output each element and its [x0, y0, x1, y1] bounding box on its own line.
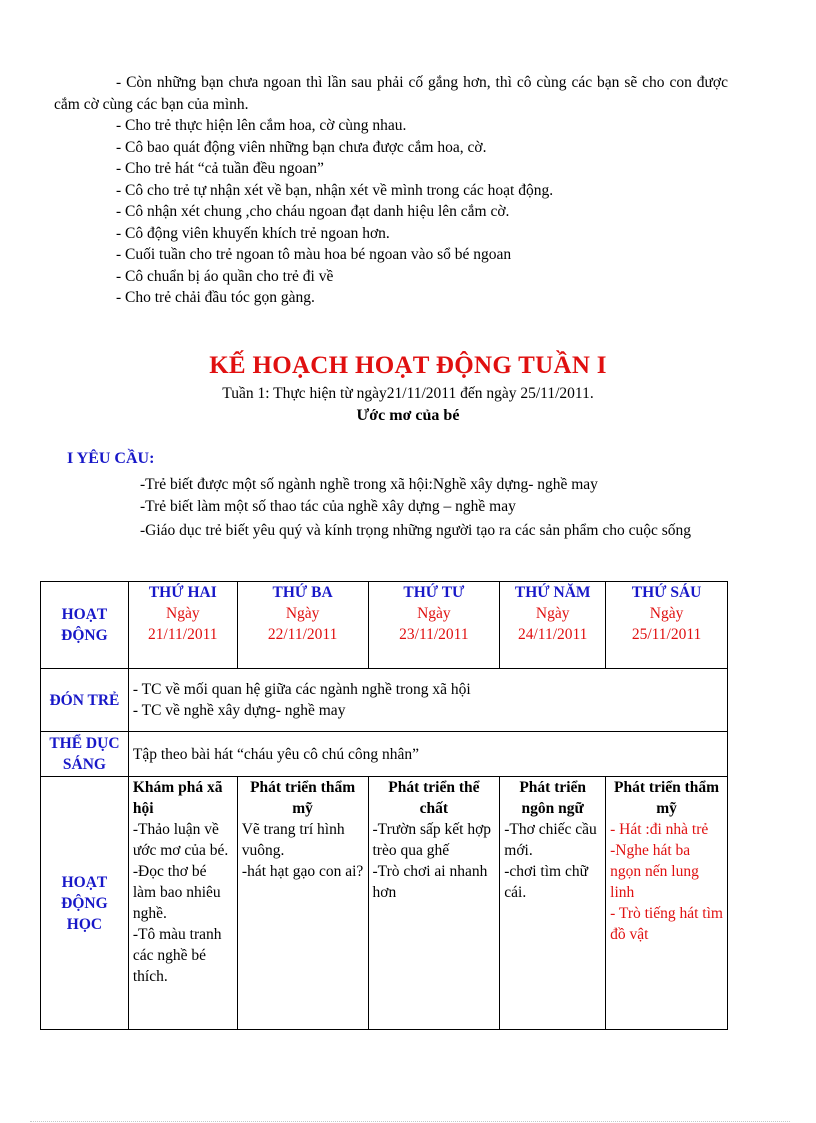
activity-cell-mon: [128, 777, 237, 1030]
row-header-don-tre: ĐÓN TRẺ: [41, 669, 129, 732]
row-header-hoat-dong-hoc: [41, 777, 129, 1030]
plan-subtitle: Tuần 1: Thực hiện từ ngày21/11/2011 đến ngày 25/11/2011.: [222, 385, 594, 402]
requirement-item: -Trẻ biết được một số ngành nghề trong xã hội:Nghề xây dựng- nghề may: [140, 476, 598, 493]
day-date: 25/11/2011: [631, 626, 702, 643]
table-row: [41, 777, 728, 1030]
the-duc-content: Tập theo bài hát “cháu yêu cô chú công nhân”: [128, 732, 727, 777]
day-header-mon: [128, 582, 237, 669]
row-header-line: ĐỘNG: [61, 894, 108, 912]
activity-cell-thu: [500, 777, 606, 1030]
activity-line: -Thơ chiếc cầu mới.: [504, 821, 597, 859]
row-header-line: HOẠT: [61, 873, 108, 891]
plan-title: KẾ HOẠCH HOẠT ĐỘNG TUẦN I: [209, 352, 607, 379]
requirements-heading: I YÊU CẦU:: [67, 450, 155, 467]
don-tre-line: - TC về nghề xây dựng- nghề may: [132, 702, 346, 719]
row-header-line: THỂ DỤC: [49, 735, 120, 752]
intro-paragraph: - Còn những bạn chưa ngoan thì lần sau phải cố gắng hơn, thì cô cùng các bạn sẽ cho con được cắm cờ cùng các bạn của mình.: [54, 74, 728, 113]
intro-item: - Cô bao quát động viên những bạn chưa được cắm hoa, cờ.: [116, 138, 487, 156]
day-header-wed: [368, 582, 500, 669]
activity-line: -Đọc thơ bé làm bao nhiêu nghề.: [132, 863, 221, 922]
day-date: 22/11/2011: [267, 626, 338, 643]
row-header-line: SÁNG: [62, 756, 106, 773]
table-row: [41, 669, 728, 732]
requirement-item: -Trẻ biết làm một số thao tác của nghề xây dựng – nghề may: [140, 498, 516, 515]
activity-title: Phát triển thẩm mỹ: [250, 779, 356, 817]
activity-line: -hát hạt gạo con ai?: [241, 863, 364, 880]
day-label: Ngày: [535, 605, 570, 622]
day-label: Ngày: [285, 605, 320, 622]
intro-item: - Cô động viên khuyến khích trẻ ngoan hơn.: [116, 224, 390, 242]
activity-title: Phát triển ngôn ngữ: [519, 779, 587, 817]
activity-line: -Tô màu tranh các nghề bé thích.: [132, 926, 222, 985]
activity-title: Phát triển thể chất: [388, 779, 480, 817]
activity-cell-tue: [237, 777, 368, 1030]
corner-line: HOẠT: [61, 606, 108, 623]
intro-item: - Cô nhận xét chung ,cho cháu ngoan đạt danh hiệu lên cắm cờ.: [116, 203, 510, 220]
intro-block: [54, 72, 728, 309]
requirements-block: [54, 474, 728, 542]
activity-line: - Hát :đi nhà trẻ: [610, 821, 709, 838]
row-header-line: HỌC: [66, 915, 103, 933]
corner-line: ĐỘNG: [61, 627, 108, 644]
intro-item: - Cho trẻ thực hiện lên cắm hoa, cờ cùng nhau.: [116, 117, 407, 134]
day-name: THỨ SÁU: [631, 584, 702, 601]
activity-title: Phát triển thẩm mỹ: [614, 779, 720, 817]
intro-item: - Cho trẻ chải đầu tóc gọn gàng.: [116, 289, 315, 306]
activity-cell-wed: [368, 777, 500, 1030]
activity-line: - Trò tiếng hát tìm đồ vật: [610, 905, 723, 943]
day-label: Ngày: [649, 605, 684, 622]
row-header-the-duc: [41, 732, 129, 777]
table-row: [41, 732, 728, 777]
activity-line: -Trò chơi ai nhanh hơn: [372, 863, 488, 901]
day-label: Ngày: [417, 605, 451, 622]
activity-line: Vẽ trang trí hình vuông.: [241, 821, 345, 859]
activity-cell-fri: [606, 777, 728, 1030]
activity-line: -chơi tìm chữ cái.: [504, 863, 589, 901]
intro-item: - Cô chuẩn bị áo quần cho trẻ đi về: [116, 267, 334, 285]
intro-item: - Cuối tuần cho trẻ ngoan tô màu hoa bé ngoan vào sổ bé ngoan: [116, 246, 512, 263]
activity-line: -Thảo luận về ước mơ của bé.: [132, 821, 229, 859]
weekly-plan-table: [40, 581, 728, 1030]
activity-title: Khám phá xã hội: [132, 779, 223, 817]
table-row: [41, 582, 728, 669]
plan-theme: Ước mơ của bé: [356, 407, 460, 424]
don-tre-content: [128, 669, 727, 732]
intro-item: - Cô cho trẻ tự nhận xét về bạn, nhận xét về mình trong các hoạt động.: [116, 181, 554, 199]
activity-line: -Nghe hát ba ngọn nến lung linh: [610, 842, 699, 901]
day-date: 24/11/2011: [517, 626, 588, 643]
day-header-tue: [237, 582, 368, 669]
day-name: THỨ NĂM: [514, 584, 591, 601]
requirement-item: -Giáo dục trẻ biết yêu quý và kính trọng những người tạo ra các sản phẩm cho cuộc sống: [140, 522, 691, 539]
day-name: THỨ HAI: [148, 584, 217, 601]
day-date: 21/11/2011: [148, 626, 218, 643]
day-header-thu: [500, 582, 606, 669]
day-date: 23/11/2011: [399, 626, 469, 643]
corner-header: [41, 582, 129, 669]
page-bottom-divider: [30, 1121, 790, 1122]
day-header-fri: [606, 582, 728, 669]
don-tre-line: - TC về mối quan hệ giữa các ngành nghề trong xã hội: [132, 681, 471, 698]
day-label: Ngày: [166, 605, 200, 622]
activity-line: -Trườn sấp kết hợp trèo qua ghế: [372, 821, 492, 859]
day-name: THỨ BA: [272, 584, 333, 601]
day-name: THỨ TƯ: [403, 584, 465, 601]
intro-item: - Cho trẻ hát “cả tuần đều ngoan”: [116, 160, 324, 177]
